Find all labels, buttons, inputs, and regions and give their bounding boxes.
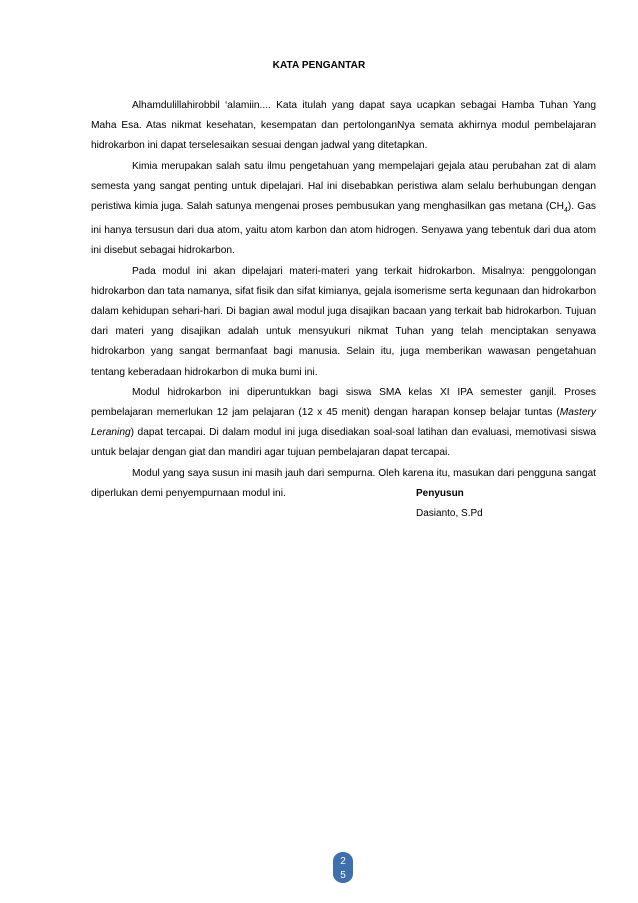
paragraph-1-text: Alhamdulillahirobbil ‘alamiin.... Kata itulah yang dapat saya ucapkan sebagai Hamba Tuhan Yang Maha Esa. Atas nikmat kesehatan, kesempatan dan pertolonganNya semata akhirnya modul pembelajaran hidrokarbon ini dapat terselesaikan sesuai dengan jadwal yang ditetapkan. bbox=[91, 100, 596, 152]
signature-title: Penyusun bbox=[416, 488, 464, 499]
signature-name: Dasianto, S.Pd bbox=[416, 508, 483, 519]
paragraph-3-text: Pada modul ini akan dipelajari materi-materi yang terkait hidrokarbon. Misalnya: penggolongan hidrokarbon dan tata namanya, sifat fisik dan sifat kimianya, gejala isomerisme serta kegunaan dan hidrokarbon dalam kehidupan sehari-hari. Di bagian awal modul juga disajikan bacaan yang terkait bab hidrokarbon. Tujuan dari materi yang disajikan adalah untuk mensyukuri nikmat Tuhan yang telah menciptakan senyawa hidrokarbon yang sangat bermanfaat bagi manusia. Selain itu, juga memberikan wawasan pengetahuan tentang keberadaan hidrokarbon di muka bumi ini. bbox=[91, 265, 596, 378]
methane-subscript: 4 bbox=[564, 207, 568, 215]
page-number-digit-2: 5 bbox=[340, 870, 346, 881]
page-number-digit-1: 2 bbox=[340, 856, 346, 867]
paragraph-5 bbox=[91, 464, 596, 504]
page-title: KATA PENGANTAR bbox=[272, 60, 366, 71]
paragraph-2 bbox=[91, 157, 596, 262]
foreword-body bbox=[91, 96, 596, 504]
page-number-badge bbox=[333, 852, 353, 883]
paragraph-2-text-b: ). Gas ini hanya tersusun dari dua atom, yaitu atom karbon dan atom hidrogen. Senyawa yang tebentuk dari dua atom ini disebut sebagai hidrokarbon. bbox=[91, 201, 596, 257]
signature-block bbox=[416, 484, 483, 524]
paragraph-4-text-a: Modul hidrokarbon ini diperuntukkan bagi siswa SMA kelas XI IPA semester ganjil. Proses pembelajaran memerlukan 12 jam pelajaran (12 x 45 menit) dengan harapan konsep belajar tuntas ( bbox=[91, 386, 596, 419]
mastery-learning-term: Mastery Leraning bbox=[91, 407, 596, 439]
paragraph-3 bbox=[91, 262, 596, 383]
paragraph-5-text: Modul yang saya susun ini masih jauh dari sempurna. Oleh karena itu, masukan dari pengguna sangat diperlukan demi penyempurnaan modul ini. bbox=[91, 467, 596, 499]
paragraph-1 bbox=[91, 96, 596, 157]
paragraph-4 bbox=[91, 383, 596, 464]
paragraph-4-text-b: ) dapat tercapai. Di dalam modul ini juga disediakan soal-soal latihan dan evaluasi, memotivasi siswa untuk belajar dengan giat dan mandiri agar tujuan pembelajaran dapat tercapai. bbox=[91, 427, 596, 459]
paragraph-2-text-a: Kimia merupakan salah satu ilmu pengetahuan yang mempelajari gejala atau perubahan zat di alam semesta yang sangat penting untuk dipelajari. Hal ini disebabkan peristiwa alam selalu berhubungan dengan peristiwa kimia juga. Salah satunya mengenai proses pembusukan yang menghasilkan gas metana (CH bbox=[91, 160, 596, 213]
